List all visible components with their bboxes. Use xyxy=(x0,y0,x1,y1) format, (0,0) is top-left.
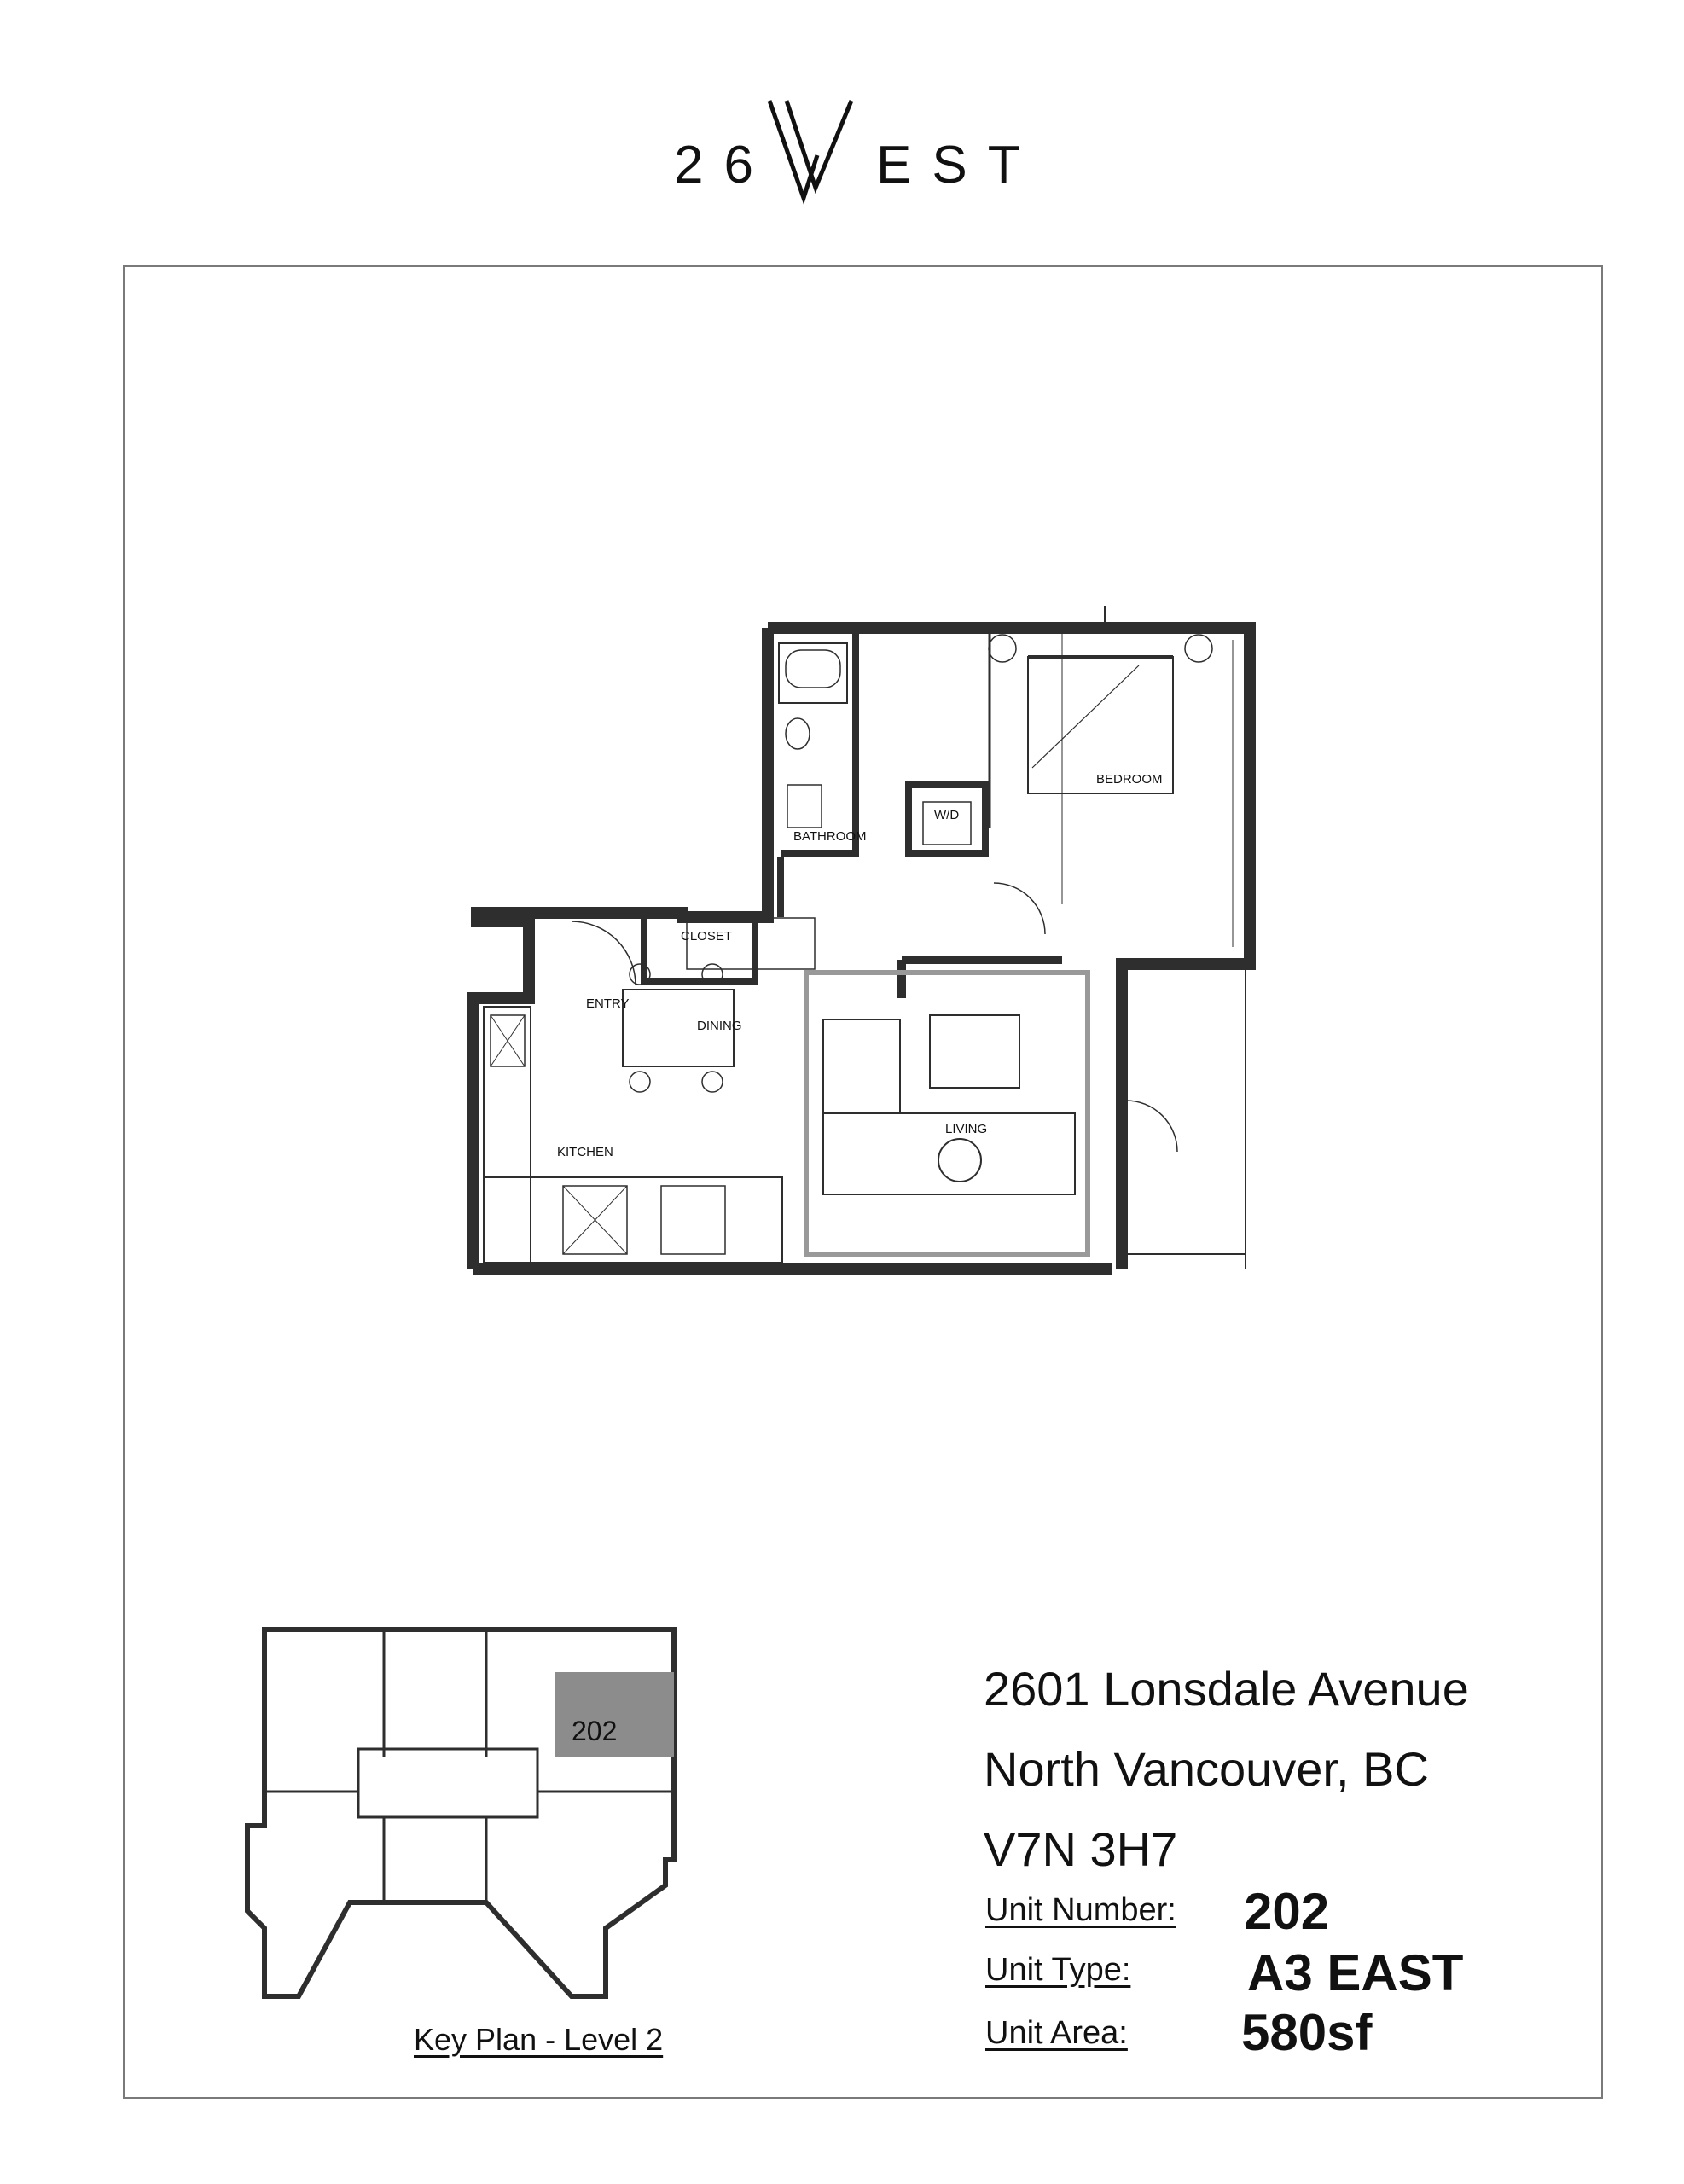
exterior-wall-top-right xyxy=(1105,628,1250,1269)
logo-est: EST xyxy=(876,136,1041,195)
room-label-entry: ENTRY xyxy=(586,996,630,1011)
unit-area-value: 580sf xyxy=(1241,2004,1373,2061)
key-plan xyxy=(230,1621,708,2013)
room-label-closet: CLOSET xyxy=(681,929,733,944)
unit-type-value: A3 EAST xyxy=(1247,1944,1464,2001)
unit-type-label: Unit Type: xyxy=(985,1952,1131,1988)
room-label-bathroom: BATHROOM xyxy=(793,829,867,844)
unit-number-value: 202 xyxy=(1244,1883,1330,1940)
unit-area-label: Unit Area: xyxy=(985,2015,1128,2051)
room-label-wd: W/D xyxy=(934,808,960,822)
unit-number-label: Unit Number: xyxy=(985,1892,1176,1928)
brand-logo xyxy=(674,94,1049,222)
key-plan-caption: Key Plan - Level 2 xyxy=(414,2022,664,2057)
floor-plan xyxy=(465,606,1267,1280)
bath-wall xyxy=(781,631,856,853)
key-plan-unit-tag: 202 xyxy=(572,1716,618,1746)
address-line-3: V7N 3H7 xyxy=(984,1822,1178,1876)
address-line-1: 2601 Lonsdale Avenue xyxy=(984,1662,1469,1716)
logo-number: 26 xyxy=(674,136,774,195)
room-label-bedroom: BEDROOM xyxy=(1096,772,1163,787)
exterior-wall xyxy=(473,628,768,1269)
logo-w-mark xyxy=(766,94,868,205)
living-wall xyxy=(902,960,1062,998)
address-line-2: North Vancouver, BC xyxy=(984,1742,1429,1796)
room-label-dining: DINING xyxy=(697,1019,742,1033)
room-label-living: LIVING xyxy=(945,1122,988,1136)
room-label-kitchen: KITCHEN xyxy=(557,1145,613,1159)
